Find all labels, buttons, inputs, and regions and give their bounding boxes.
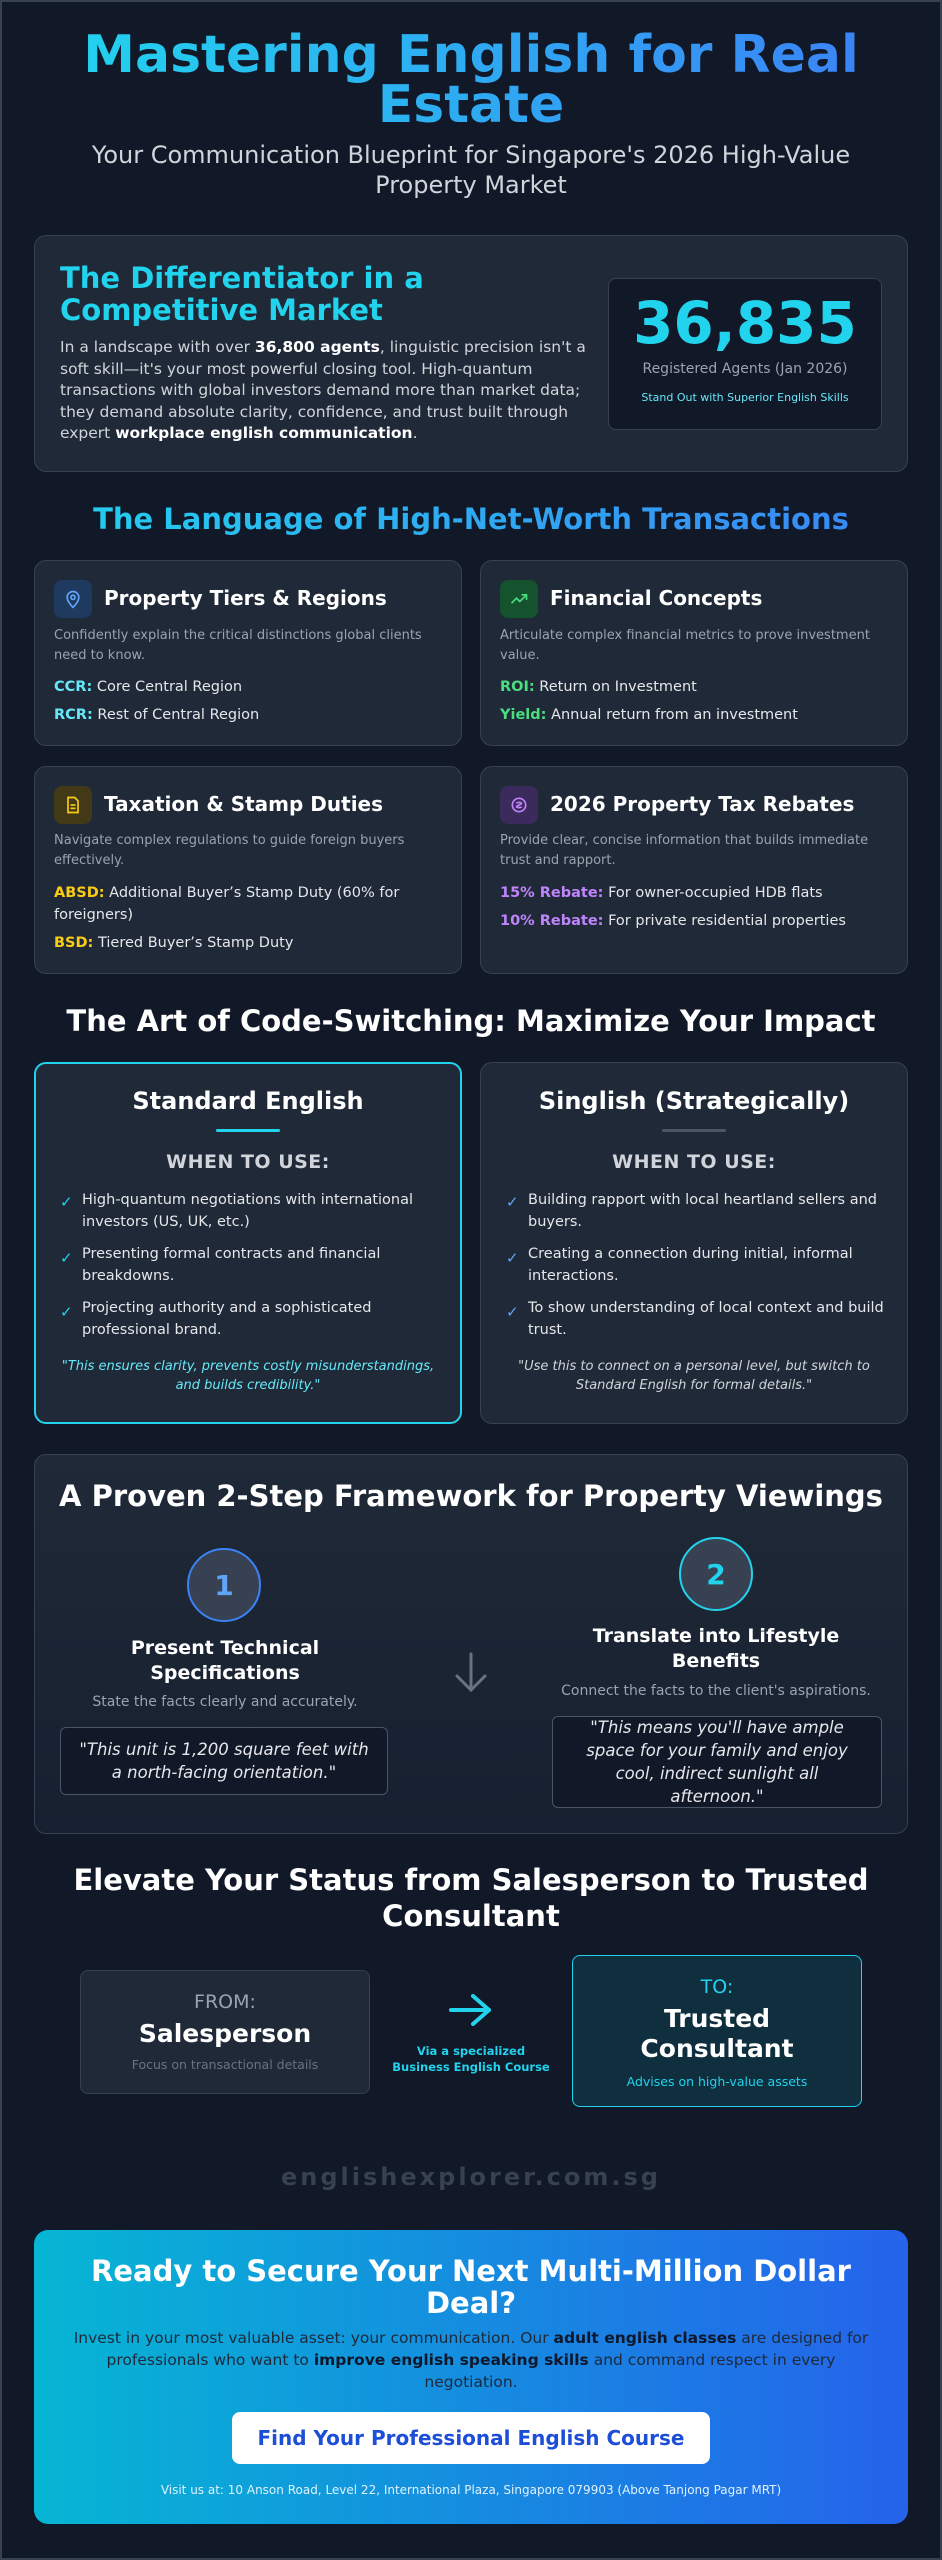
- term-absd: ABSD: Additional Buyer’s Stamp Duty (60% for foreigners): [54, 885, 400, 923]
- check-icon: ✓: [60, 1193, 73, 1211]
- list-item: Building rapport with local heartland sellers and buyers.: [528, 1192, 877, 1230]
- when-to-use-heading: WHEN TO USE:: [166, 1151, 330, 1173]
- check-icon: ✓: [60, 1249, 73, 1267]
- arrow-down-icon: [451, 1650, 491, 1698]
- step-1-number: 1: [187, 1548, 261, 1622]
- from-role: Salesperson: [138, 2019, 312, 2048]
- address-text: Visit us at: 10 Anson Road, Level 22, International Plaza, Singapore 079903 (Above Tanjong Pagar MRT): [160, 2483, 782, 2497]
- map-pin-icon: [54, 580, 92, 618]
- cta-body: Invest in your most valuable asset: your communication. Our adult english classes are designed for professionals who want to improve english speaking skills and command respect in every negotiation.: [73, 2329, 869, 2391]
- list-item: To show understanding of local context and build trust.: [528, 1300, 884, 1338]
- accent-divider: [662, 1129, 726, 1132]
- singlish-quote: "Use this to connect on a personal level, but switch to Standard English for formal details.": [518, 1359, 870, 1393]
- term-10-rebate: 10% Rebate: For private residential properties: [500, 913, 846, 929]
- check-icon: ✓: [506, 1193, 519, 1211]
- term-yield: Yield: Annual return from an investment: [500, 707, 798, 723]
- step-2-description: Connect the facts to the client's aspirations.: [561, 1683, 871, 1699]
- from-box: [80, 1970, 370, 2094]
- accent-divider: [216, 1129, 280, 1132]
- trend-up-icon: [500, 580, 538, 618]
- list-item: Projecting authority and a sophisticated professional brand.: [82, 1300, 372, 1338]
- standard-english-title: Standard English: [132, 1087, 364, 1115]
- card-title: Financial Concepts: [550, 586, 763, 610]
- card-description: Confidently explain the critical distinctions global clients need to know.: [54, 628, 422, 663]
- page-title: Mastering English for Real Estate: [60, 30, 882, 130]
- term-roi: ROI: Return on Investment: [500, 679, 697, 695]
- term-ccr: CCR: Core Central Region: [54, 679, 243, 695]
- card-title: 2026 Property Tax Rebates: [550, 792, 855, 816]
- term-rcr: RCR: Rest of Central Region: [54, 707, 260, 723]
- card-title: Taxation & Stamp Duties: [104, 792, 384, 816]
- via-course-label: Via a specialized Business English Course: [392, 2044, 550, 2074]
- list-item: Creating a connection during initial, informal interactions.: [528, 1246, 853, 1284]
- coin-icon: [500, 786, 538, 824]
- elevate-title: Elevate Your Status from Salesperson to Trusted Consultant: [73, 1863, 869, 1933]
- from-note: Focus on transactional details: [131, 2057, 319, 2072]
- agent-count-label: Registered Agents (Jan 2026): [642, 361, 848, 377]
- arrow-right-icon: [447, 1990, 495, 2034]
- check-icon: ✓: [506, 1303, 519, 1321]
- to-note: Advises on high-value assets: [626, 2074, 808, 2089]
- language-section-title: The Language of High-Net-Worth Transactions: [0, 501, 942, 537]
- from-label: FROM:: [194, 1991, 256, 2013]
- step-2-example: "This means you'll have ample space for your family and enjoy cool, indirect sunlight all afternoon.": [552, 1716, 882, 1808]
- to-role: Trusted Consultant: [640, 2004, 794, 2063]
- when-to-use-heading: WHEN TO USE:: [612, 1151, 776, 1173]
- card-description: Navigate complex regulations to guide foreign buyers effectively.: [54, 833, 405, 868]
- list-item: Presenting formal contracts and financial breakdowns.: [82, 1246, 381, 1284]
- to-label: TO:: [700, 1976, 734, 1998]
- card-description: Articulate complex financial metrics to prove investment value.: [500, 628, 870, 663]
- singlish-title: Singlish (Strategically): [538, 1087, 850, 1115]
- agent-stat-tagline: Stand Out with Superior English Skills: [641, 391, 849, 404]
- term-15-rebate: 15% Rebate: For owner-occupied HDB flats: [500, 885, 823, 901]
- cta-title: Ready to Secure Your Next Multi-Million Dollar Deal?: [91, 2254, 851, 2320]
- document-icon: [54, 786, 92, 824]
- step-1-example: "This unit is 1,200 square feet with a north-facing orientation.": [60, 1727, 388, 1795]
- step-1-description: State the facts clearly and accurately.: [92, 1694, 358, 1710]
- find-course-button[interactable]: Find Your Professional English Course: [232, 2412, 710, 2464]
- card-title: Property Tiers & Regions: [104, 586, 387, 610]
- differentiator-body: In a landscape with over 36,800 agents, linguistic precision isn't a soft skill—it's your most powerful closing tool. High-quantum transactions with global investors demand more than market data; they demand absolute clarity, confidence, and trust built through expert workplace english communication.: [60, 338, 586, 442]
- step-2-number: 2: [679, 1537, 753, 1611]
- code-switching-title: The Art of Code-Switching: Maximize Your Impact: [66, 1004, 876, 1038]
- standard-english-quote: "This ensures clarity, prevents costly misunderstandings, and builds credibility.": [61, 1359, 435, 1393]
- site-watermark: englishexplorer.com.sg: [281, 2163, 661, 2191]
- term-bsd: BSD: Tiered Buyer’s Stamp Duty: [54, 935, 294, 951]
- list-item: High-quantum negotiations with international investors (US, UK, etc.): [82, 1192, 414, 1230]
- step-1-title: Present Technical Specifications: [130, 1637, 320, 1684]
- agent-stat-box: [608, 278, 882, 430]
- check-icon: ✓: [506, 1249, 519, 1267]
- step-2-title: Translate into Lifestyle Benefits: [592, 1625, 840, 1672]
- card-description: Provide clear, concise information that builds immediate trust and rapport.: [500, 833, 869, 868]
- check-icon: ✓: [60, 1303, 73, 1321]
- agent-count: 36,835: [633, 289, 857, 357]
- page-subtitle: Your Communication Blueprint for Singapore's 2026 High-Value Property Market: [91, 141, 851, 199]
- framework-title: A Proven 2-Step Framework for Property Viewings: [59, 1479, 883, 1513]
- differentiator-title: The Differentiator in a Competitive Market: [60, 261, 424, 327]
- to-box: [572, 1955, 862, 2107]
